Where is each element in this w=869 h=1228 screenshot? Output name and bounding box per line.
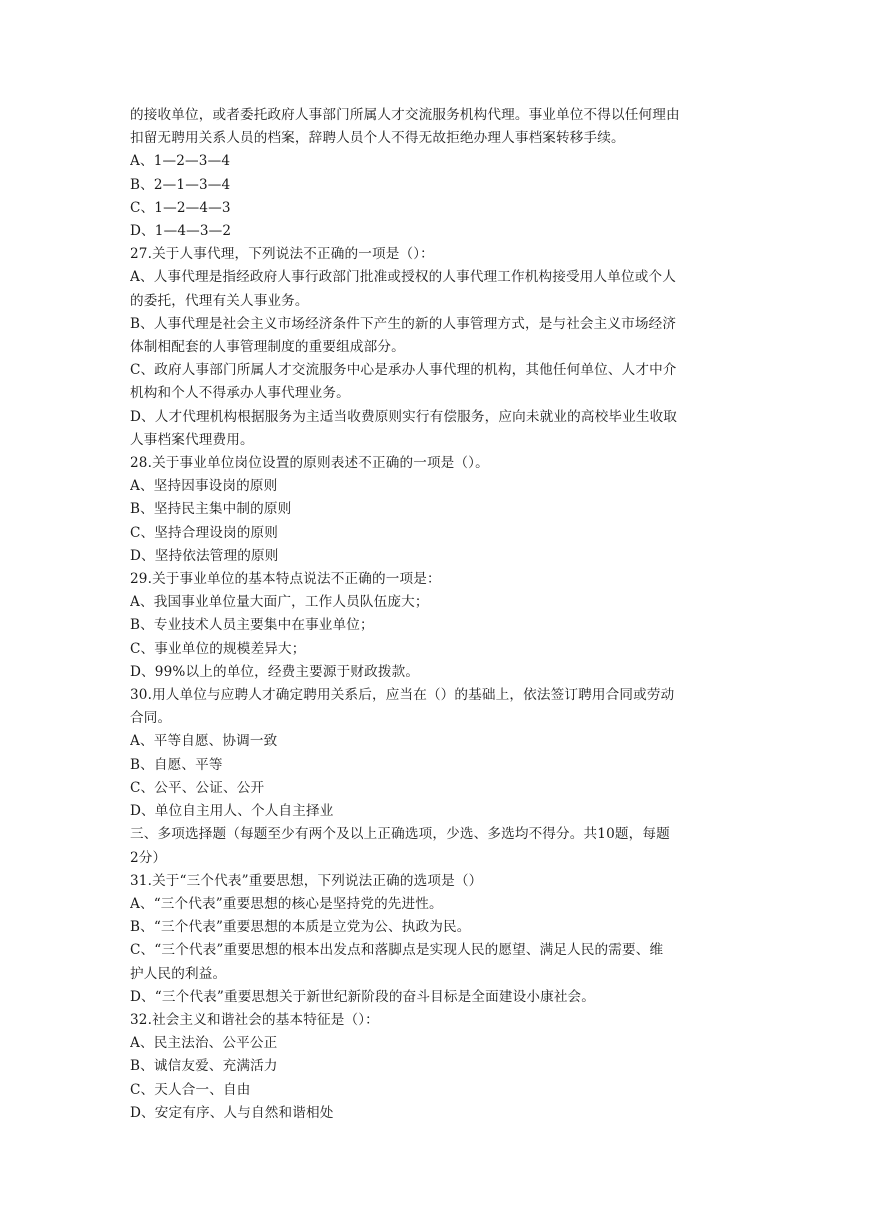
option-line: A、我国事业单位量大面广，工作人员队伍庞大；	[130, 594, 429, 611]
option-line: A、平等自愿、协调一致	[130, 733, 278, 750]
option-line: C、政府人事部门所属人才交流服务中心是承办人事代理的机构，其他任何单位、人才中介	[130, 362, 677, 379]
option-line: A、1—2—3—4	[130, 153, 231, 170]
option-line: A、“三个代表”重要思想的核心是坚持党的先进性。	[130, 895, 443, 912]
option-line: D、人才代理机构根据服务为主适当收费原则实行有偿服务，应向未就业的高校毕业生收取	[130, 408, 678, 425]
question-line: 29.关于事业单位的基本特点说法不正确的一项是：	[130, 571, 441, 588]
text-line: 体制相配套的人事管理制度的重要组成部分。	[130, 339, 405, 356]
question-line: 32.社会主义和谐社会的基本特征是（）：	[130, 1011, 379, 1028]
option-line: B、专业技术人员主要集中在事业单位；	[130, 617, 374, 634]
option-line: D、99%以上的单位，经费主要源于财政拨款。	[130, 663, 420, 680]
option-line: B、“三个代表”重要思想的本质是立党为公、执政为民。	[130, 919, 471, 936]
text-line: 合同。	[130, 710, 172, 727]
text-line: 2分）	[130, 849, 167, 866]
option-line: C、公平、公证、公开	[130, 779, 265, 796]
option-line: C、“三个代表”重要思想的根本出发点和落脚点是实现人民的愿望、满足人民的需要、维	[130, 942, 664, 959]
option-line: A、民主法治、公平公正	[130, 1035, 278, 1052]
option-line: C、事业单位的规模差异大；	[130, 640, 306, 657]
text-line: 机构和个人不得承办人事代理业务。	[130, 385, 350, 402]
question-line: 28.关于事业单位岗位设置的原则表述不正确的一项是（）。	[130, 455, 489, 472]
option-line: D、单位自主用人、个人自主择业	[130, 803, 334, 820]
option-line: D、“三个代表”重要思想关于新世纪新阶段的奋斗目标是全面建设小康社会。	[130, 988, 596, 1005]
option-line: C、坚持合理设岗的原则	[130, 524, 278, 541]
option-line: C、1—2—4—3	[130, 199, 231, 216]
text-line: 人事档案代理费用。	[130, 431, 254, 448]
option-line: A、坚持因事设岗的原则	[130, 478, 278, 495]
option-line: B、诚信友爱、充满活力	[130, 1058, 278, 1075]
option-line: B、2—1—3—4	[130, 176, 231, 193]
option-line: B、自愿、平等	[130, 756, 223, 773]
text-line: 的接收单位，或者委托政府人事部门所属人才交流服务机构代理。事业单位不得以任何理由	[130, 107, 680, 123]
question-line: 27.关于人事代理，下列说法不正确的一项是（）：	[130, 246, 434, 263]
option-line: A、人事代理是指经政府人事行政部门批准或授权的人事代理工作机构接受用人单位或个人	[130, 269, 676, 286]
section-heading: 三、多项选择题（每题至少有两个及以上正确选项，少选、多选均不得分。共10题，每题	[130, 826, 670, 843]
option-line: D、安定有序、人与自然和谐相处	[130, 1104, 334, 1121]
text-line: 的委托，代理有关人事业务。	[130, 292, 309, 309]
question-line: 30.用人单位与应聘人才确定聘用关系后，应当在（）的基础上，依法签订聘用合同或劳动	[130, 687, 675, 704]
text-line: 护人民的利益。	[130, 965, 227, 982]
option-line: B、坚持民主集中制的原则	[130, 501, 292, 518]
option-line: B、人事代理是社会主义市场经济条件下产生的新的人事管理方式，是与社会主义市场经济	[130, 315, 677, 332]
option-line: D、1—4—3—2	[130, 223, 232, 240]
text-line: 扣留无聘用关系人员的档案，辞聘人员个人不得无故拒绝办理人事档案转移手续。	[130, 130, 625, 147]
question-line: 31.关于“三个代表”重要思想，下列说法正确的选项是（）	[130, 872, 483, 889]
document-body	[130, 104, 740, 1125]
option-line: C、天人合一、自由	[130, 1081, 251, 1098]
option-line: D、坚持依法管理的原则	[130, 547, 279, 564]
